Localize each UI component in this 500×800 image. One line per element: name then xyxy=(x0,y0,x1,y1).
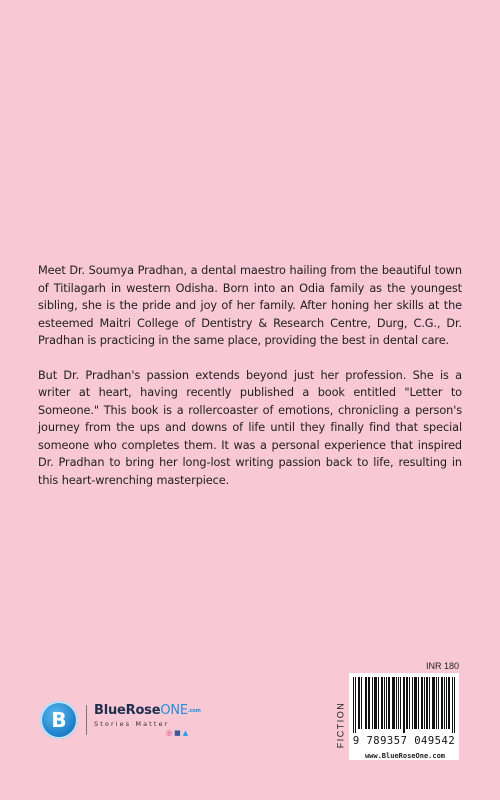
barcode-bar xyxy=(452,677,453,733)
barcode-bar xyxy=(386,677,387,729)
barcode-bar xyxy=(433,677,434,729)
barcode-bar xyxy=(446,677,447,729)
barcode-bar xyxy=(415,677,416,729)
barcode-bar xyxy=(444,677,445,729)
blurb-paragraph-2: But Dr. Pradhan's passion extends beyond just her profession. She is a writer at heart, having recently published a book entitled "Letter to Someone." This book is a rollercoaster of emotions, chronicling a person's journey from the ups and downs of life until they finally find that special someone who completes them. It was a personal experience that inspired Dr. Pradhan to bring her long-lost writing passion back to life, resulting in this heart-wrenching masterpiece. xyxy=(38,368,462,487)
publisher-logo-icon xyxy=(40,701,78,739)
barcode-bar xyxy=(376,677,377,729)
barcode-bar xyxy=(400,677,401,729)
publisher-name xyxy=(94,704,201,718)
instagram-icon: ◎ xyxy=(166,728,173,737)
twitter-icon: ▲ xyxy=(182,728,189,737)
barcode-bar xyxy=(396,677,397,729)
barcode-bar xyxy=(407,677,408,729)
barcode-bar xyxy=(392,677,393,729)
barcode-bar xyxy=(359,677,360,729)
barcode-bar xyxy=(375,677,376,729)
barcode-bar xyxy=(409,677,410,729)
isbn-barcode xyxy=(349,673,459,760)
barcode-bar xyxy=(414,677,415,729)
publisher-website: www.BlueRoseOne.com xyxy=(364,752,446,760)
barcode-bar xyxy=(412,677,413,729)
barcode-bar xyxy=(374,677,375,729)
barcode-bar xyxy=(448,677,449,729)
back-cover-blurb xyxy=(38,262,462,506)
barcode-bar xyxy=(441,677,442,729)
barcode-bar xyxy=(382,677,383,729)
blurb-paragraph-1: Meet Dr. Soumya Pradhan, a dental maestro hailing from the beautiful town of Titilagarh in western Odisha. Born into an Odia family as the youngest sibling, she is the pride and joy of her family. After honing her skills at the esteemed Maitri College of Dentistry & Research Centre, Durg, C.G., Dr. Pradhan is practicing in the same place, providing the best in dental care. xyxy=(38,264,462,347)
barcode-bar xyxy=(372,677,373,729)
logo-divider xyxy=(86,705,87,735)
publisher-name-accent: ONE xyxy=(160,702,188,718)
barcode-bar xyxy=(394,677,395,729)
barcode-bar xyxy=(358,677,359,729)
barcode-bar xyxy=(416,677,417,729)
isbn-number: 9 789357 049542 xyxy=(352,735,456,747)
barcode-bar xyxy=(384,677,385,729)
barcode-bar xyxy=(442,677,443,729)
genre-label xyxy=(334,690,346,760)
facebook-icon: ■ xyxy=(174,728,181,737)
barcode-bar xyxy=(421,677,422,729)
barcode-bar xyxy=(378,677,379,729)
barcode-bar xyxy=(438,677,439,729)
barcode-bar xyxy=(381,677,382,729)
barcode-bar xyxy=(365,677,366,729)
barcode-bar xyxy=(418,677,419,729)
publisher-logo xyxy=(40,700,201,740)
barcode-bar xyxy=(389,677,390,729)
barcode-bar xyxy=(427,677,428,729)
barcode-bar xyxy=(398,677,399,729)
publisher-tagline: Stories Matter xyxy=(94,719,170,728)
barcode-bar xyxy=(388,677,389,729)
barcode-bar xyxy=(366,677,367,729)
barcode-bar xyxy=(353,677,354,733)
barcode-bar xyxy=(422,677,423,729)
barcode-bar xyxy=(406,677,407,729)
barcode-bar xyxy=(429,677,430,729)
price-label: INR 180 xyxy=(426,661,460,671)
barcode-bar xyxy=(454,677,455,733)
barcode-bar xyxy=(424,677,425,729)
barcode-bar xyxy=(361,677,362,729)
barcode-bar xyxy=(436,677,437,729)
barcode-bars-icon xyxy=(349,673,459,735)
barcode-bar xyxy=(393,677,394,729)
barcode-bar xyxy=(449,677,450,729)
genre-text: FICTION xyxy=(335,701,345,749)
publisher-name-main: BlueRose xyxy=(94,702,161,718)
barcode-bar xyxy=(404,677,405,733)
publisher-brand xyxy=(94,704,201,737)
barcode-bar xyxy=(434,677,435,729)
barcode-bar xyxy=(369,677,370,729)
publisher-name-suffix: .com xyxy=(187,707,201,714)
barcode-bar xyxy=(403,677,404,733)
barcode-bar xyxy=(355,677,356,733)
barcode-bar xyxy=(426,677,427,729)
social-icons xyxy=(166,730,201,737)
publisher-logo-letter: B xyxy=(51,708,67,732)
barcode-bar xyxy=(432,677,433,729)
barcode-bar xyxy=(368,677,369,729)
